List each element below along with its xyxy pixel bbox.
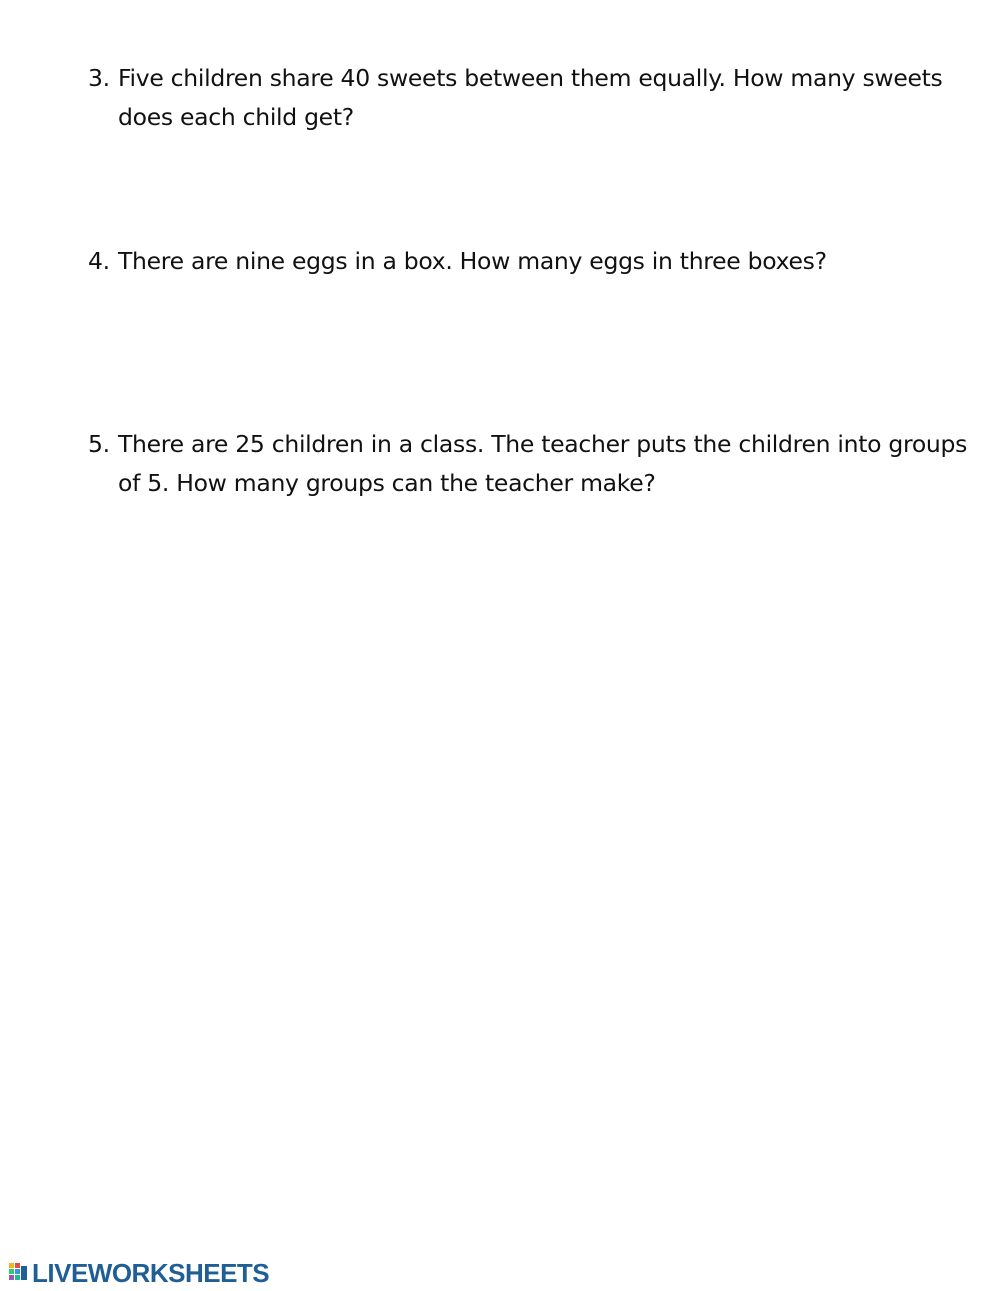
question-text: Five children share 40 sweets between them equally. How many sweets does each child get? xyxy=(118,64,943,131)
liveworksheets-logo-icon xyxy=(9,1262,29,1284)
question-5 xyxy=(88,425,968,503)
question-text: There are 25 children in a class. The teacher puts the children into groups of 5. How many groups can the teacher make? xyxy=(118,430,968,497)
liveworksheets-brand-text: LIVEWORKSHEETS xyxy=(32,1258,270,1288)
question-number: 4. xyxy=(88,247,110,275)
question-3 xyxy=(88,59,968,137)
question-4 xyxy=(88,242,968,281)
liveworksheets-logo xyxy=(9,1259,269,1287)
question-number: 3. xyxy=(88,64,110,92)
question-text: There are nine eggs in a box. How many eggs in three boxes? xyxy=(118,247,827,275)
question-number: 5. xyxy=(88,430,110,458)
